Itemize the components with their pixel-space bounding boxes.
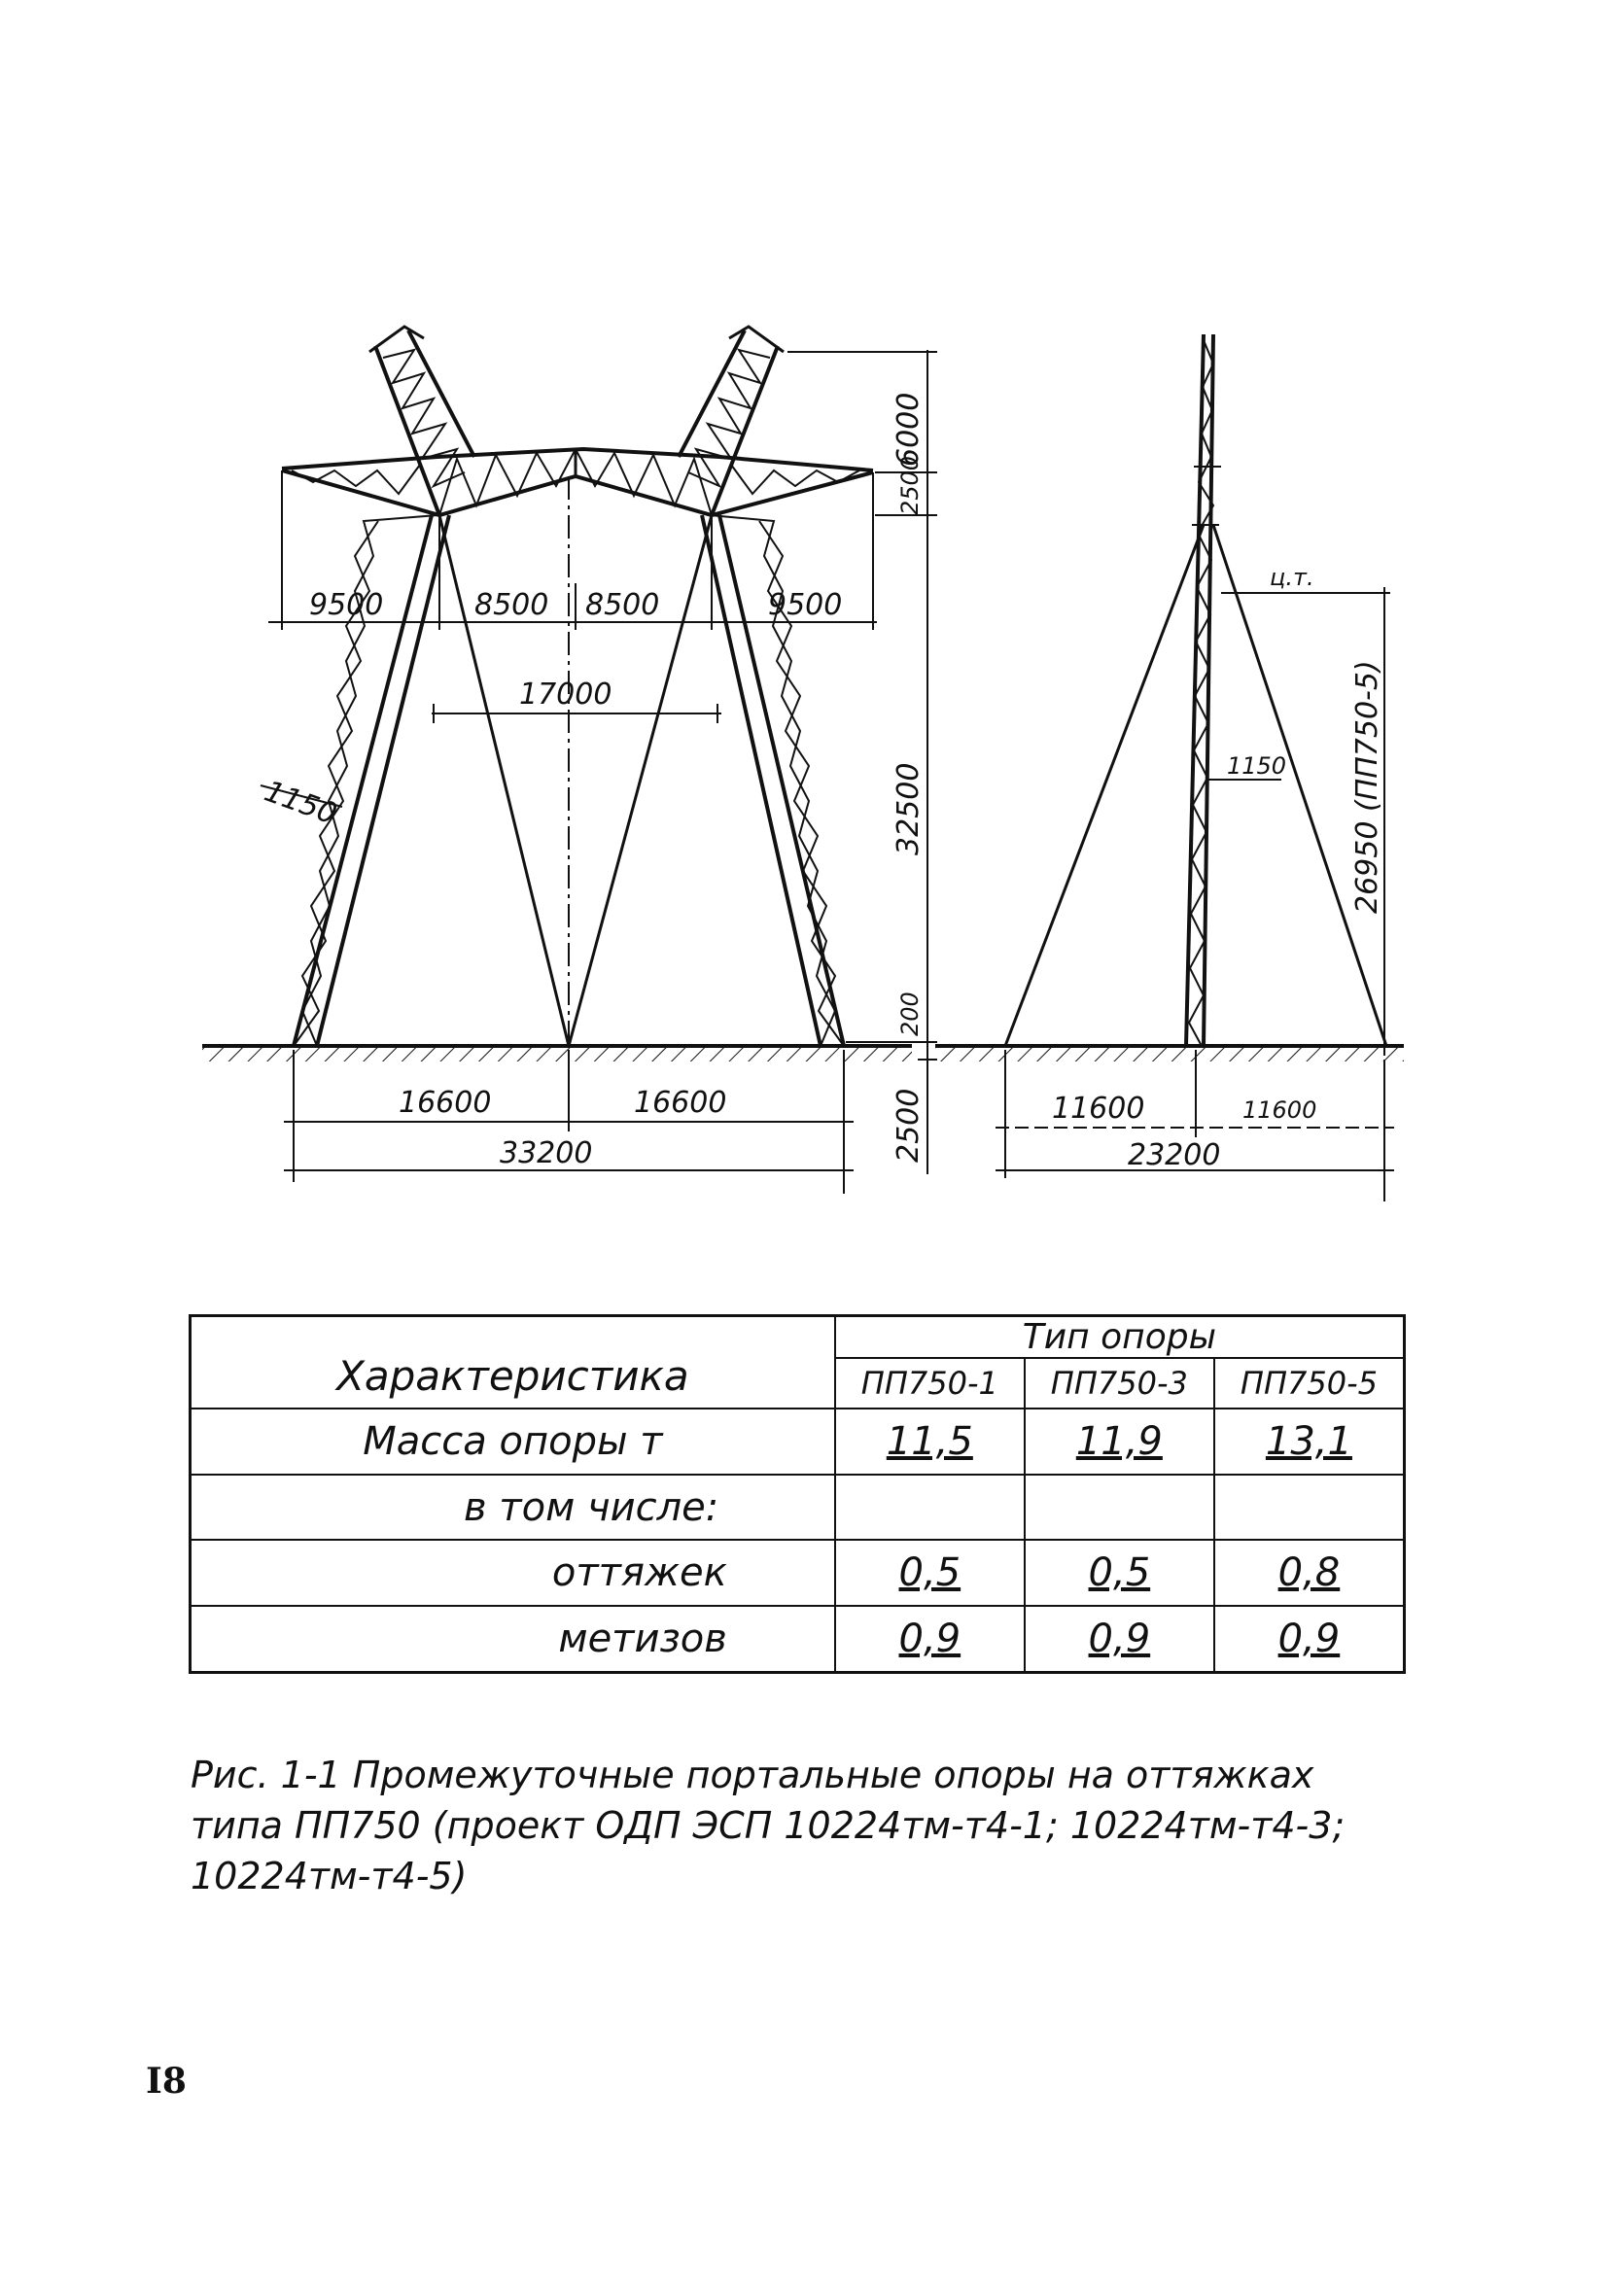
specification-table [189,1314,1406,1674]
cell-value: 11,9 [1025,1409,1214,1475]
base-dimension-lines-side [996,1050,1394,1201]
figure-caption: Рис. 1-1 Промежуточные портальные опоры на оттяжках типа ПП750 (проект ОДП ЭСП 10224тм-т4-1; 10224тм-т4-3; 10224тм-т4-5) [191,1754,1346,1897]
base-dim-right: 16600 [634,1086,727,1120]
cell-value [1025,1475,1214,1541]
base-dim-left: 16600 [399,1086,492,1120]
inner-dim: 17000 [519,678,612,712]
span-dim-1: 9500 [309,588,384,622]
cell-value: 0,9 [835,1606,1025,1672]
row-label: метизов [191,1606,835,1672]
cell-value: 0,8 [1214,1540,1405,1606]
row-label: в том числе: [191,1475,835,1541]
mast-label-leader [1206,752,1286,780]
row-label: Масса опоры т [191,1409,835,1475]
header-characteristic: Характеристика [191,1316,835,1409]
cell-value: 0,9 [1025,1606,1214,1672]
left-peak [369,327,474,515]
cg-height: 26950 (ПП750-5) [1350,660,1384,914]
front-view [202,327,937,1194]
span-dim-3: 8500 [585,588,660,622]
type-col-1: ПП750-1 [835,1358,1025,1409]
ground-dim: 200 [896,991,924,1036]
side-base-total: 23200 [1128,1138,1221,1172]
mast [1186,334,1221,1046]
type-col-3: ПП750-5 [1214,1358,1405,1409]
height-dim: 32500 [891,762,926,855]
side-base-dim-left: 11600 [1052,1092,1145,1126]
table-row [191,1540,1405,1606]
page-number: I8 [146,2061,187,2102]
header-tower-type: Тип опоры [835,1316,1405,1359]
cg-label: ц.т. [1270,564,1314,591]
type-col-2: ПП750-3 [1025,1358,1214,1409]
leg-label-leader [260,775,342,832]
cell-value: 13,1 [1214,1409,1405,1475]
leg-label: 1150 [260,774,341,832]
table-row [191,1409,1405,1475]
cell-value [835,1475,1025,1541]
foundation-dim: 2500 [891,1088,926,1163]
right-peak [679,327,784,515]
cell-value: 0,9 [1214,1606,1405,1672]
span-dim-4: 9500 [768,588,843,622]
base-total-front: 33200 [500,1136,593,1170]
inner-dimension-line [432,678,721,723]
table-row [191,1475,1405,1541]
side-base-dim-right: 11600 [1242,1096,1317,1124]
row-label: оттяжек [191,1540,835,1606]
cell-value: 0,5 [835,1540,1025,1606]
span-dim-2: 8500 [474,588,549,622]
side-view [935,334,1404,1201]
top-dim-6000: 6000 [891,392,926,467]
cell-value [1214,1475,1405,1541]
cell-value: 0,5 [1025,1540,1214,1606]
top-dim-2500: 2500 [896,455,924,515]
cell-value: 11,5 [835,1409,1025,1475]
ground-line-front [202,1046,912,1061]
base-dimension-lines-front [284,1050,854,1194]
table-row [191,1606,1405,1672]
crossarm [282,449,873,515]
mast-label: 1150 [1227,752,1287,780]
